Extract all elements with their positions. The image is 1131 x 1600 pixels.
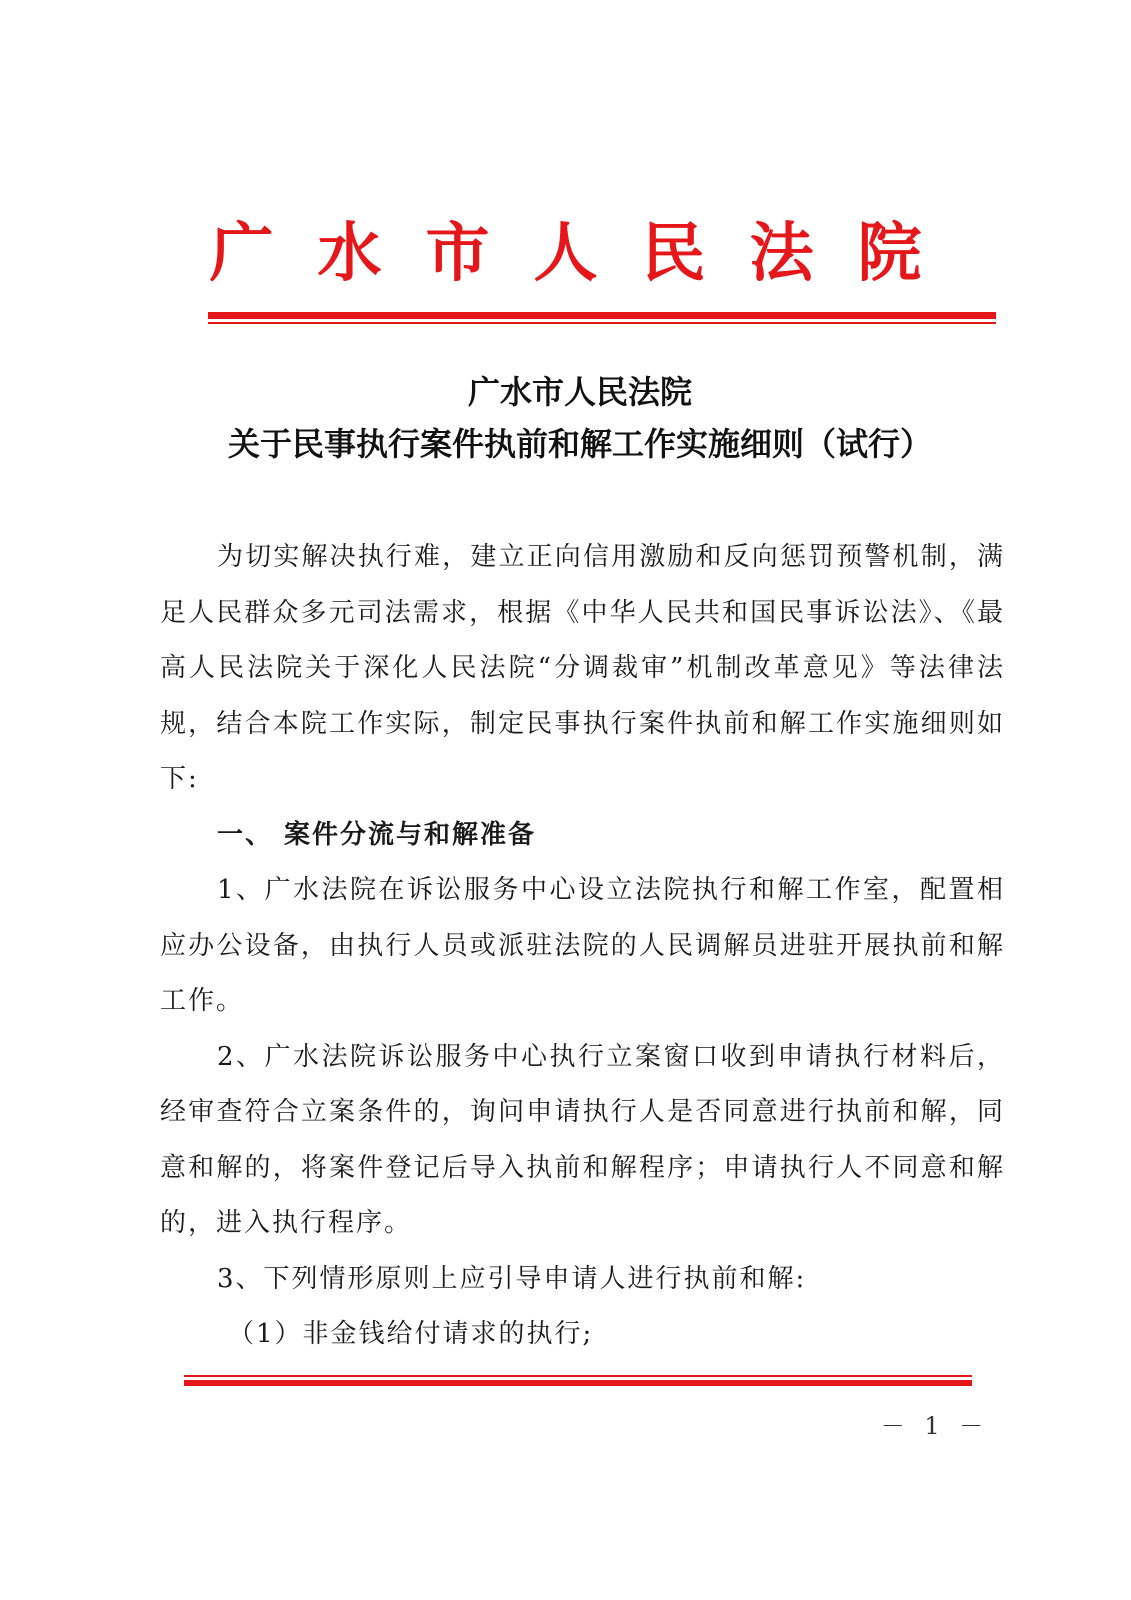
masthead-issuer: 广水市人民法院 (209, 217, 966, 291)
clause-3: 3、下列情形原则上应引导申请人进行执前和解: (217, 1263, 807, 1294)
masthead-red-rule-thin (208, 322, 996, 324)
document-title (150, 366, 1010, 470)
footer-red-rule-thin (184, 1375, 972, 1377)
section-heading-1: 一、 案件分流与和解准备 (217, 819, 537, 850)
document-title-line-2: 关于民事执行案件执前和解工作实施细则（试行） (227, 425, 932, 463)
page-number: － 1 － (880, 1412, 990, 1440)
clause-1: 1、广水法院在诉讼服务中心设立法院执行和解工作室，配置相应办公设备，由执行人员或派驻法院的人民调解员进驻开展执前和解工作。 (160, 875, 1005, 1016)
intro-paragraph: 为切实解决执行难，建立正向信用激励和反向惩罚预警机制，满足人民群众多元司法需求，根据《中华人民共和国民事诉讼法》、《最高人民法院关于深化人民法院“分调裁审”机制改革意见》等法律法规，结合本院工作实际，制定民事执行案件执前和解工作实施细则如下: (160, 542, 1005, 794)
clause-2: 2、广水法院诉讼服务中心执行立案窗口收到申请执行材料后，经审查符合立案条件的，询问申请执行人是否同意进行执前和解，同意和解的，将案件登记后导入执前和解程序；申请执行人不同意和解的，进入执行程序。 (160, 1041, 1005, 1238)
footer-red-rule-thick (184, 1380, 972, 1386)
masthead (0, 212, 1131, 296)
masthead-red-rule-thick (208, 312, 996, 319)
document-body (160, 530, 1005, 1363)
document-title-line-1: 广水市人民法院 (467, 373, 692, 411)
list-item-1: （1）非金钱给付请求的执行; (228, 1319, 594, 1349)
